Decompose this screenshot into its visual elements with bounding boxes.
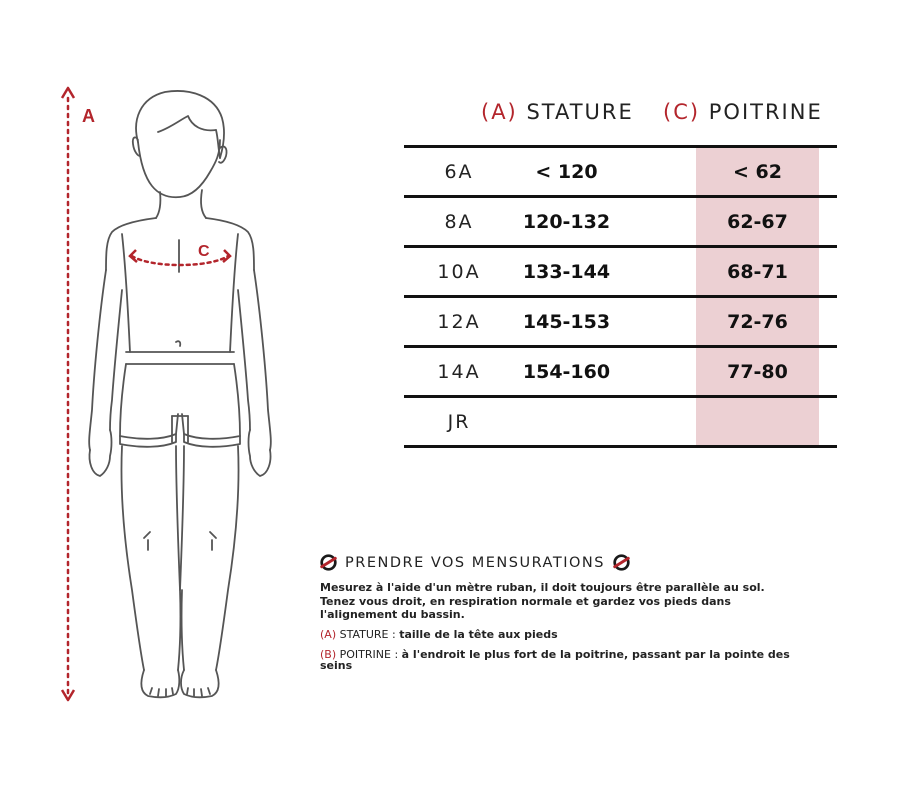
size-cell: 10A: [437, 260, 481, 283]
brand-swoosh-icon: [320, 554, 337, 571]
chest-cell: 68-71: [696, 247, 819, 297]
size-cell: 12A: [437, 310, 481, 333]
note-text: à l'endroit le plus fort de la poitrine, passant par la pointe des seins: [320, 647, 790, 672]
size-cell: JR: [447, 410, 471, 433]
stature-cell: < 120: [535, 160, 598, 183]
header-chest: [663, 100, 823, 124]
size-cell: 8A: [444, 210, 474, 233]
table-row: [404, 397, 837, 447]
stature-cell: 145-153: [522, 310, 611, 333]
table-row: [404, 297, 837, 347]
height-measure-arrow: [62, 88, 74, 700]
measure-title: PRENDRE VOS MENSURATIONS: [345, 554, 605, 571]
chest-cell: [696, 397, 819, 447]
chest-cell: < 62: [696, 147, 819, 197]
measure-title-row: [320, 554, 790, 571]
chest-cell: 77-80: [696, 347, 819, 397]
chest-measure-arrow: [130, 250, 230, 265]
stature-cell: 154-160: [522, 360, 611, 383]
table-row: [404, 347, 837, 397]
note-text: taille de la tête aux pieds: [399, 627, 558, 641]
note-label: POITRINE :: [339, 647, 399, 661]
header-chest-label: POITRINE: [708, 100, 823, 124]
note-chest: [320, 649, 790, 671]
size-table: [404, 145, 837, 448]
table-row: [404, 147, 837, 197]
header-stature-label: STATURE: [526, 100, 634, 124]
body-outline: [89, 91, 271, 697]
note-label: STATURE :: [339, 627, 396, 641]
height-label-a: A: [82, 106, 95, 126]
stature-cell: 133-144: [522, 260, 611, 283]
measurement-instructions: [320, 554, 790, 680]
table-row: [404, 247, 837, 297]
size-cell: 6A: [444, 160, 474, 183]
header-chest-tag: (C): [663, 100, 701, 124]
header-stature: [481, 100, 634, 124]
note-tag: (A): [320, 627, 337, 641]
stature-cell: 120-132: [522, 210, 611, 233]
table-row: [404, 197, 837, 247]
brand-swoosh-icon: [613, 554, 630, 571]
note-stature: [320, 629, 790, 640]
chest-label-c: C: [198, 243, 210, 260]
chest-cell: 62-67: [696, 197, 819, 247]
note-tag: (B): [320, 647, 337, 661]
child-figure-illustration: [40, 70, 300, 720]
chest-cell: 72-76: [696, 297, 819, 347]
size-cell: 14A: [437, 360, 481, 383]
measure-intro: Mesurez à l'aide d'un mètre ruban, il doit toujours être parallèle au sol. Tenez vous droit, en respiration normale et gardez vos pieds dans l'alignement du bassin.: [320, 581, 765, 621]
header-stature-tag: (A): [481, 100, 518, 124]
